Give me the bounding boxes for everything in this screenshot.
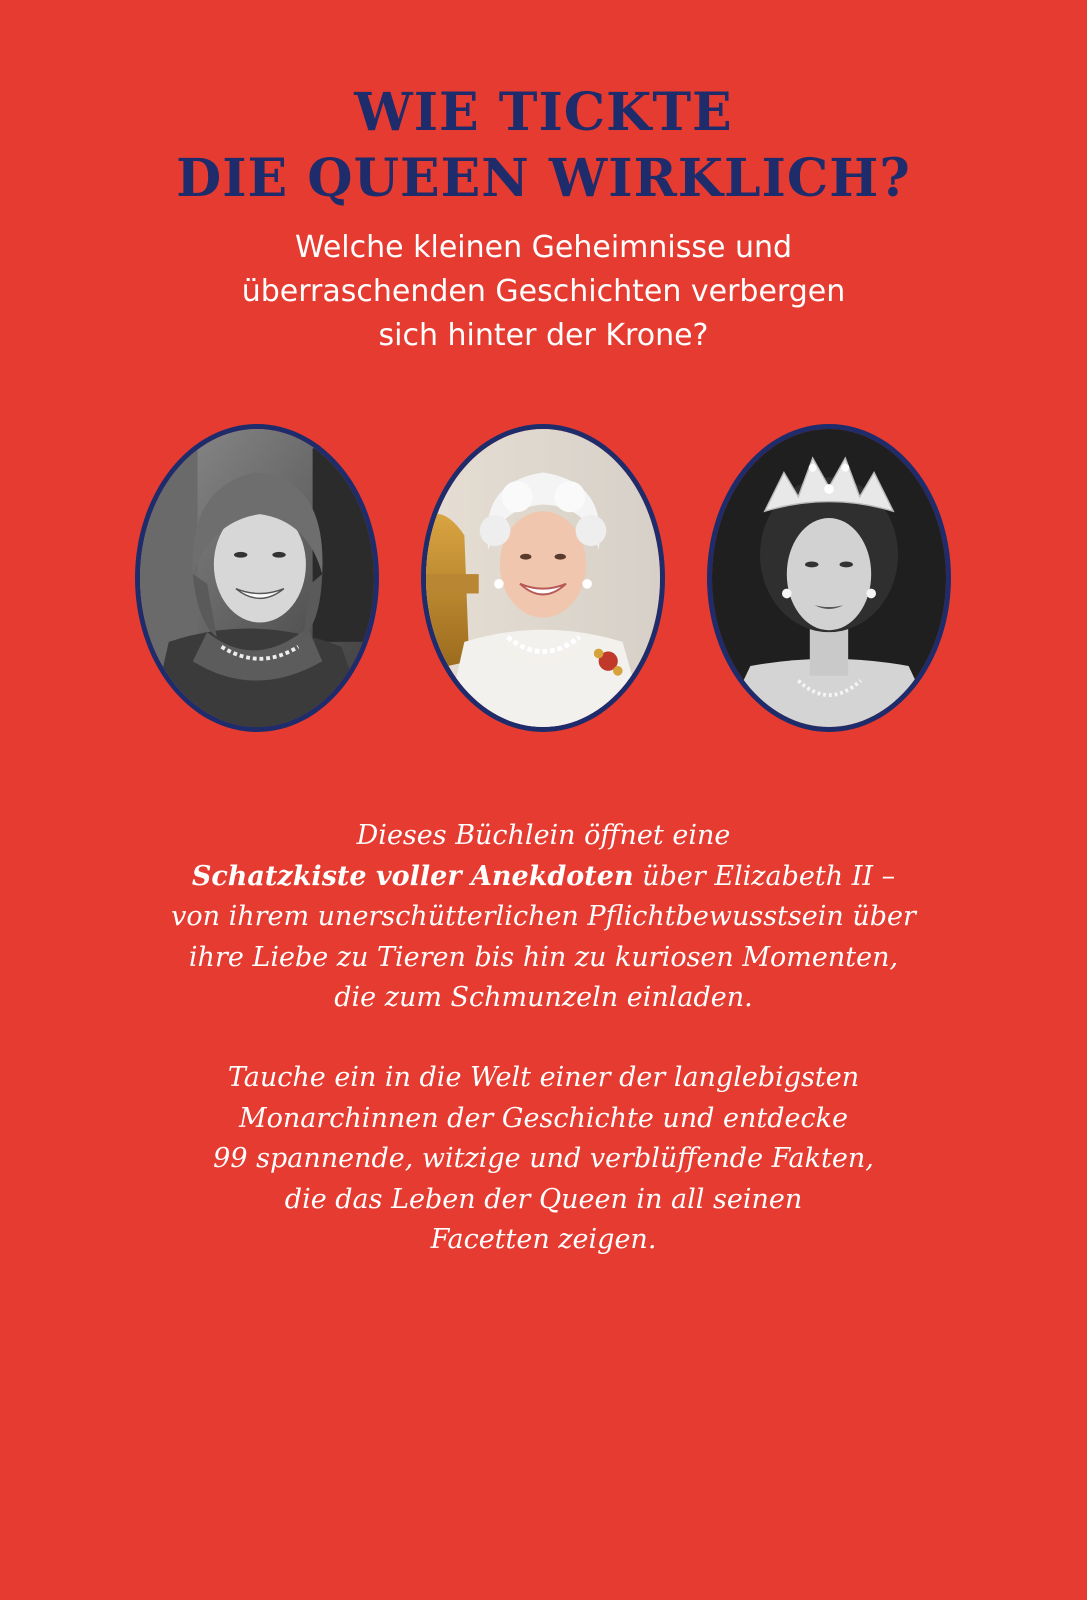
- paragraph-2-line-3: 99 spannende, witzige und verblüffende Fakten,: [213, 1143, 874, 1174]
- paragraph-1-line-1: Dieses Büchlein öffnet eine: [356, 820, 731, 851]
- paragraph-2-line-4: die das Leben der Queen in all seinen: [284, 1183, 803, 1215]
- subline-line-3: sich hinter der Krone?: [378, 318, 709, 353]
- portrait-white-hair-icon: [421, 424, 665, 732]
- headline: [0, 80, 1087, 212]
- subline: [0, 226, 1087, 358]
- description-paragraph-2: [0, 1058, 1087, 1261]
- paragraph-1-line-5: die zum Schmunzeln einladen.: [334, 982, 753, 1013]
- highlight-text: Schatzkiste voller Anekdoten: [191, 860, 634, 892]
- subline-line-1: Welche kleinen Geheimnisse und: [294, 230, 793, 265]
- subline-line-2: überraschenden Geschichten verbergen: [241, 274, 846, 309]
- portrait-headscarf-icon: [135, 424, 379, 732]
- paragraph-2-line-2: Monarchinnen der Geschichte und entdecke: [239, 1102, 848, 1134]
- paragraph-1-line-2-rest: über Elizabeth II –: [633, 860, 896, 892]
- headline-line-1: WIE TICKTE: [354, 82, 733, 143]
- description-paragraph-1: [0, 816, 1087, 1019]
- portrait-tiara-icon: [707, 424, 951, 732]
- paragraph-1-line-3: von ihrem unerschütterlichen Pflichtbewusstsein über: [171, 901, 916, 932]
- paragraph-1-line-2: [0, 857, 1087, 898]
- paragraph-2-line-5: Facetten zeigen.: [430, 1224, 657, 1255]
- paragraph-1-line-4: ihre Liebe zu Tieren bis hin zu kuriosen Momenten,: [188, 941, 899, 973]
- headline-line-2: DIE QUEEN WIRKLICH?: [176, 148, 911, 209]
- paragraph-2-line-1: Tauche ein in die Welt einer der langlebigsten: [227, 1062, 860, 1093]
